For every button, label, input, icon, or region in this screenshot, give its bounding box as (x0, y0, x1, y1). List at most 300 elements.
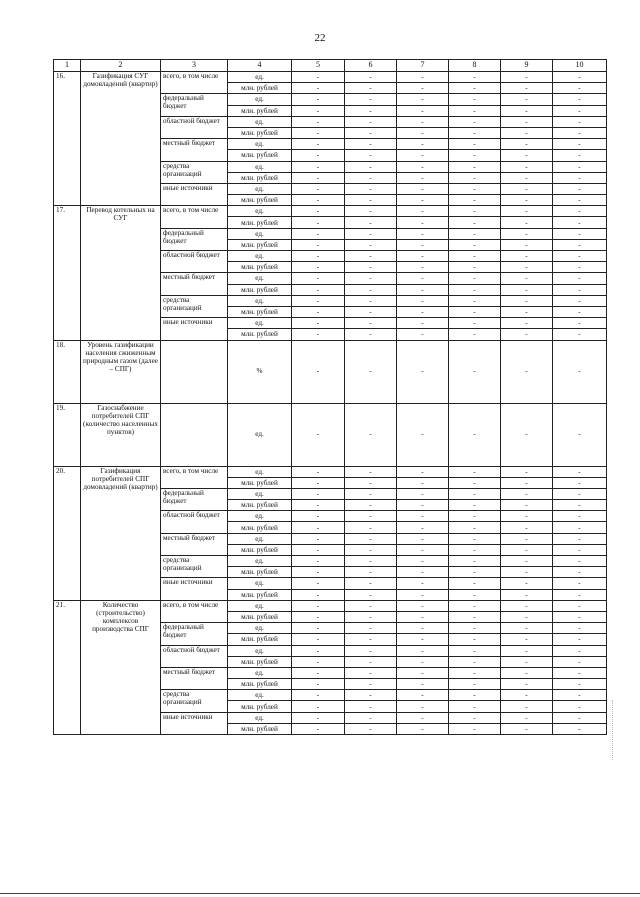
value-cell: - (397, 466, 449, 477)
value-cell: - (345, 712, 397, 723)
value-cell: - (449, 466, 501, 477)
funding-source: средства организаций (161, 295, 228, 317)
value-cell: - (449, 600, 501, 611)
value-cell: - (345, 150, 397, 161)
value-cell: - (501, 329, 553, 340)
value-cell: - (449, 522, 501, 533)
funding-source: средства организаций (161, 690, 228, 712)
unit-cell: млн. рублей (228, 656, 292, 667)
value-cell: - (345, 262, 397, 273)
unit-cell: ед. (228, 228, 292, 239)
value-cell: - (501, 72, 553, 83)
value-cell: - (397, 522, 449, 533)
value-cell: - (292, 273, 345, 284)
value-cell: - (501, 206, 553, 217)
value-cell: - (553, 611, 607, 622)
funding-source: федеральный бюджет (161, 623, 228, 645)
value-cell: - (501, 127, 553, 138)
value-cell: - (345, 206, 397, 217)
indicator-name: Количество (строительство) комплексов производства СПГ (81, 600, 161, 734)
value-cell: - (449, 161, 501, 172)
column-header: 4 (228, 60, 292, 72)
unit-cell: млн. рублей (228, 611, 292, 622)
table-row (54, 466, 607, 477)
value-cell: - (553, 306, 607, 317)
row-number: 19. (54, 403, 81, 466)
value-cell: - (449, 183, 501, 194)
value-cell: - (397, 656, 449, 667)
value-cell: - (292, 645, 345, 656)
value-cell: - (553, 477, 607, 488)
value-cell: - (292, 195, 345, 206)
unit-cell: ед. (228, 690, 292, 701)
value-cell: - (449, 589, 501, 600)
value-cell: - (553, 567, 607, 578)
value-cell: - (345, 600, 397, 611)
footer-rule (0, 893, 640, 894)
unit-cell: млн. рублей (228, 679, 292, 690)
table-body (54, 60, 607, 735)
value-cell: - (553, 318, 607, 329)
value-cell: - (553, 623, 607, 634)
row-number: 17. (54, 206, 81, 340)
unit-cell: ед. (228, 206, 292, 217)
value-cell: - (397, 139, 449, 150)
funding-source: областной бюджет (161, 116, 228, 138)
value-cell: - (449, 94, 501, 105)
unit-cell: млн. рублей (228, 284, 292, 295)
value-cell: - (553, 139, 607, 150)
value-cell: - (501, 306, 553, 317)
value-cell: - (501, 403, 553, 466)
unit-cell: ед. (228, 295, 292, 306)
value-cell: - (501, 645, 553, 656)
table-row (54, 600, 607, 611)
value-cell: - (345, 105, 397, 116)
value-cell: - (397, 611, 449, 622)
value-cell: - (501, 273, 553, 284)
table-row (54, 72, 607, 83)
value-cell: - (449, 172, 501, 183)
value-cell: - (397, 318, 449, 329)
value-cell: - (345, 94, 397, 105)
value-cell: - (292, 139, 345, 150)
value-cell: - (292, 206, 345, 217)
value-cell: - (397, 105, 449, 116)
value-cell: - (553, 251, 607, 262)
value-cell: - (553, 262, 607, 273)
value-cell: - (449, 306, 501, 317)
value-cell: - (449, 667, 501, 678)
value-cell: - (397, 544, 449, 555)
value-cell: - (553, 94, 607, 105)
value-cell: - (449, 262, 501, 273)
value-cell: - (449, 251, 501, 262)
value-cell: - (292, 295, 345, 306)
value-cell: - (292, 723, 345, 734)
value-cell: - (345, 466, 397, 477)
value-cell: - (501, 544, 553, 555)
unit-cell: млн. рублей (228, 634, 292, 645)
value-cell: - (345, 161, 397, 172)
header-row (54, 60, 607, 72)
value-cell: - (553, 600, 607, 611)
value-cell: - (292, 340, 345, 403)
value-cell: - (292, 533, 345, 544)
unit-cell: ед. (228, 72, 292, 83)
value-cell: - (553, 105, 607, 116)
scan-margin-marks (612, 700, 615, 760)
value-cell: - (397, 116, 449, 127)
value-cell: - (553, 83, 607, 94)
unit-cell: ед. (228, 600, 292, 611)
column-header: 9 (501, 60, 553, 72)
value-cell: - (292, 500, 345, 511)
value-cell: - (449, 611, 501, 622)
value-cell: - (449, 511, 501, 522)
value-cell: - (553, 273, 607, 284)
value-cell: - (449, 701, 501, 712)
funding-source: федеральный бюджет (161, 94, 228, 116)
value-cell: - (397, 295, 449, 306)
value-cell: - (345, 306, 397, 317)
value-cell: - (397, 228, 449, 239)
unit-cell: ед. (228, 183, 292, 194)
value-cell: - (449, 340, 501, 403)
funding-source: федеральный бюджет (161, 488, 228, 510)
unit-cell: ед. (228, 273, 292, 284)
value-cell: - (449, 295, 501, 306)
unit-cell: ед. (228, 556, 292, 567)
value-cell: - (345, 645, 397, 656)
value-cell: - (292, 611, 345, 622)
value-cell: - (501, 83, 553, 94)
funding-source: всего, в том числе (161, 600, 228, 622)
value-cell: - (501, 634, 553, 645)
unit-cell: ед. (228, 623, 292, 634)
value-cell: - (345, 634, 397, 645)
unit-cell: ед. (228, 645, 292, 656)
value-cell: - (292, 690, 345, 701)
value-cell: - (449, 578, 501, 589)
funding-source: иные источники (161, 318, 228, 340)
value-cell: - (345, 578, 397, 589)
value-cell: - (553, 723, 607, 734)
value-cell: - (449, 544, 501, 555)
value-cell: - (553, 578, 607, 589)
value-cell: - (553, 217, 607, 228)
value-cell: - (553, 466, 607, 477)
funding-source: средства организаций (161, 161, 228, 183)
value-cell: - (292, 83, 345, 94)
value-cell: - (292, 511, 345, 522)
value-cell: - (292, 284, 345, 295)
value-cell: - (292, 239, 345, 250)
row-number: 21. (54, 600, 81, 734)
value-cell: - (449, 127, 501, 138)
value-cell: - (397, 589, 449, 600)
column-header: 2 (81, 60, 161, 72)
value-cell: - (501, 228, 553, 239)
indicator-name: Газификация потребителей СПГ домовладений (квартир) (81, 466, 161, 600)
value-cell: - (292, 656, 345, 667)
value-cell: - (397, 172, 449, 183)
value-cell: - (553, 72, 607, 83)
value-cell: - (397, 679, 449, 690)
row-number: 16. (54, 72, 81, 206)
unit-cell: ед. (228, 161, 292, 172)
funding-source: иные источники (161, 712, 228, 734)
value-cell: - (397, 195, 449, 206)
value-cell: - (553, 239, 607, 250)
value-cell: - (345, 83, 397, 94)
value-cell: - (553, 667, 607, 678)
value-cell: - (553, 172, 607, 183)
value-cell: - (501, 139, 553, 150)
value-cell: - (397, 72, 449, 83)
value-cell: - (292, 306, 345, 317)
value-cell: - (397, 578, 449, 589)
unit-cell: ед. (228, 533, 292, 544)
value-cell: - (397, 723, 449, 734)
value-cell: - (397, 712, 449, 723)
unit-cell: млн. рублей (228, 239, 292, 250)
value-cell: - (449, 318, 501, 329)
value-cell: - (501, 239, 553, 250)
funding-source: всего, в том числе (161, 72, 228, 94)
value-cell: - (345, 567, 397, 578)
value-cell: - (553, 183, 607, 194)
value-cell: - (397, 567, 449, 578)
value-cell: - (397, 340, 449, 403)
value-cell: - (501, 556, 553, 567)
value-cell: - (345, 139, 397, 150)
value-cell: - (553, 340, 607, 403)
value-cell: - (397, 701, 449, 712)
value-cell: - (501, 183, 553, 194)
value-cell: - (397, 262, 449, 273)
funding-source: местный бюджет (161, 273, 228, 295)
row-number: 20. (54, 466, 81, 600)
unit-cell: ед. (228, 94, 292, 105)
funding-source (161, 403, 228, 466)
unit-cell: млн. рублей (228, 544, 292, 555)
value-cell: - (292, 262, 345, 273)
value-cell: - (553, 701, 607, 712)
unit-cell: млн. рублей (228, 105, 292, 116)
value-cell: - (397, 634, 449, 645)
value-cell: - (397, 217, 449, 228)
funding-source: местный бюджет (161, 533, 228, 555)
unit-cell: ед. (228, 578, 292, 589)
value-cell: - (553, 690, 607, 701)
value-cell: - (449, 150, 501, 161)
value-cell: - (553, 116, 607, 127)
indicator-name: Перевод котельных на СУГ (81, 206, 161, 340)
value-cell: - (345, 556, 397, 567)
value-cell: - (345, 500, 397, 511)
funding-source: федеральный бюджет (161, 228, 228, 250)
value-cell: - (345, 195, 397, 206)
funding-source: всего, в том числе (161, 206, 228, 228)
value-cell: - (292, 667, 345, 678)
unit-cell: млн. рублей (228, 195, 292, 206)
indicators-table (53, 59, 607, 735)
unit-cell: млн. рублей (228, 567, 292, 578)
value-cell: - (345, 228, 397, 239)
value-cell: - (553, 645, 607, 656)
value-cell: - (292, 318, 345, 329)
value-cell: - (501, 712, 553, 723)
value-cell: - (501, 578, 553, 589)
value-cell: - (397, 556, 449, 567)
value-cell: - (397, 533, 449, 544)
value-cell: - (449, 329, 501, 340)
value-cell: - (345, 340, 397, 403)
funding-source: иные источники (161, 183, 228, 205)
value-cell: - (449, 105, 501, 116)
funding-source: средства организаций (161, 556, 228, 578)
value-cell: - (397, 329, 449, 340)
value-cell: - (553, 712, 607, 723)
value-cell: - (345, 623, 397, 634)
column-header: 1 (54, 60, 81, 72)
value-cell: - (397, 161, 449, 172)
value-cell: - (553, 589, 607, 600)
unit-cell: ед. (228, 116, 292, 127)
value-cell: - (397, 690, 449, 701)
value-cell: - (501, 105, 553, 116)
value-cell: - (345, 522, 397, 533)
unit-cell: млн. рублей (228, 500, 292, 511)
column-header: 8 (449, 60, 501, 72)
value-cell: - (449, 723, 501, 734)
value-cell: - (292, 251, 345, 262)
value-cell: - (553, 403, 607, 466)
value-cell: - (553, 284, 607, 295)
value-cell: - (345, 239, 397, 250)
value-cell: - (345, 127, 397, 138)
value-cell: - (292, 634, 345, 645)
value-cell: - (449, 284, 501, 295)
value-cell: - (292, 161, 345, 172)
unit-cell: млн. рублей (228, 217, 292, 228)
value-cell: - (345, 273, 397, 284)
indicator-name: Газоснабжение потребителей СПГ (количество населенных пунктов) (81, 403, 161, 466)
value-cell: - (553, 206, 607, 217)
value-cell: - (292, 567, 345, 578)
value-cell: - (501, 150, 553, 161)
value-cell: - (501, 533, 553, 544)
value-cell: - (449, 500, 501, 511)
value-cell: - (553, 488, 607, 499)
value-cell: - (292, 522, 345, 533)
value-cell: - (501, 318, 553, 329)
table-row (54, 403, 607, 466)
value-cell: - (345, 511, 397, 522)
value-cell: - (397, 127, 449, 138)
funding-source: областной бюджет (161, 645, 228, 667)
value-cell: - (501, 488, 553, 499)
funding-source: областной бюджет (161, 251, 228, 273)
value-cell: - (397, 284, 449, 295)
value-cell: - (292, 403, 345, 466)
unit-cell: ед. (228, 667, 292, 678)
value-cell: - (345, 72, 397, 83)
indicator-name: Уровень газификации населения сжиженным природным газом (далее – СПГ) (81, 340, 161, 403)
value-cell: - (397, 273, 449, 284)
value-cell: - (449, 228, 501, 239)
value-cell: - (449, 712, 501, 723)
value-cell: - (501, 116, 553, 127)
unit-cell: ед. (228, 251, 292, 262)
value-cell: - (449, 634, 501, 645)
value-cell: - (345, 544, 397, 555)
value-cell: - (292, 116, 345, 127)
value-cell: - (449, 403, 501, 466)
value-cell: - (397, 150, 449, 161)
value-cell: - (501, 477, 553, 488)
value-cell: - (292, 94, 345, 105)
value-cell: - (553, 161, 607, 172)
value-cell: - (345, 690, 397, 701)
value-cell: - (397, 239, 449, 250)
value-cell: - (449, 195, 501, 206)
indicator-name: Газификация СУГ домовладений (квартир) (81, 72, 161, 206)
value-cell: - (397, 251, 449, 262)
value-cell: - (501, 623, 553, 634)
value-cell: - (501, 161, 553, 172)
value-cell: - (345, 679, 397, 690)
value-cell: - (345, 295, 397, 306)
value-cell: - (292, 105, 345, 116)
value-cell: - (292, 466, 345, 477)
value-cell: - (501, 500, 553, 511)
value-cell: - (397, 94, 449, 105)
column-header: 6 (345, 60, 397, 72)
value-cell: - (292, 623, 345, 634)
value-cell: - (449, 623, 501, 634)
value-cell: - (501, 723, 553, 734)
value-cell: - (292, 556, 345, 567)
value-cell: - (397, 500, 449, 511)
value-cell: - (397, 306, 449, 317)
value-cell: - (553, 511, 607, 522)
value-cell: - (292, 329, 345, 340)
value-cell: - (449, 83, 501, 94)
value-cell: - (501, 262, 553, 273)
value-cell: - (292, 578, 345, 589)
value-cell: - (397, 623, 449, 634)
unit-cell: ед. (228, 511, 292, 522)
value-cell: - (292, 544, 345, 555)
value-cell: - (553, 679, 607, 690)
value-cell: - (292, 600, 345, 611)
value-cell: - (501, 340, 553, 403)
value-cell: - (501, 611, 553, 622)
unit-cell: млн. рублей (228, 701, 292, 712)
value-cell: - (501, 701, 553, 712)
value-cell: - (553, 195, 607, 206)
value-cell: - (292, 589, 345, 600)
value-cell: - (501, 94, 553, 105)
value-cell: - (553, 228, 607, 239)
value-cell: - (345, 284, 397, 295)
unit-cell: млн. рублей (228, 127, 292, 138)
value-cell: - (501, 679, 553, 690)
value-cell: - (449, 273, 501, 284)
unit-cell: ед. (228, 139, 292, 150)
